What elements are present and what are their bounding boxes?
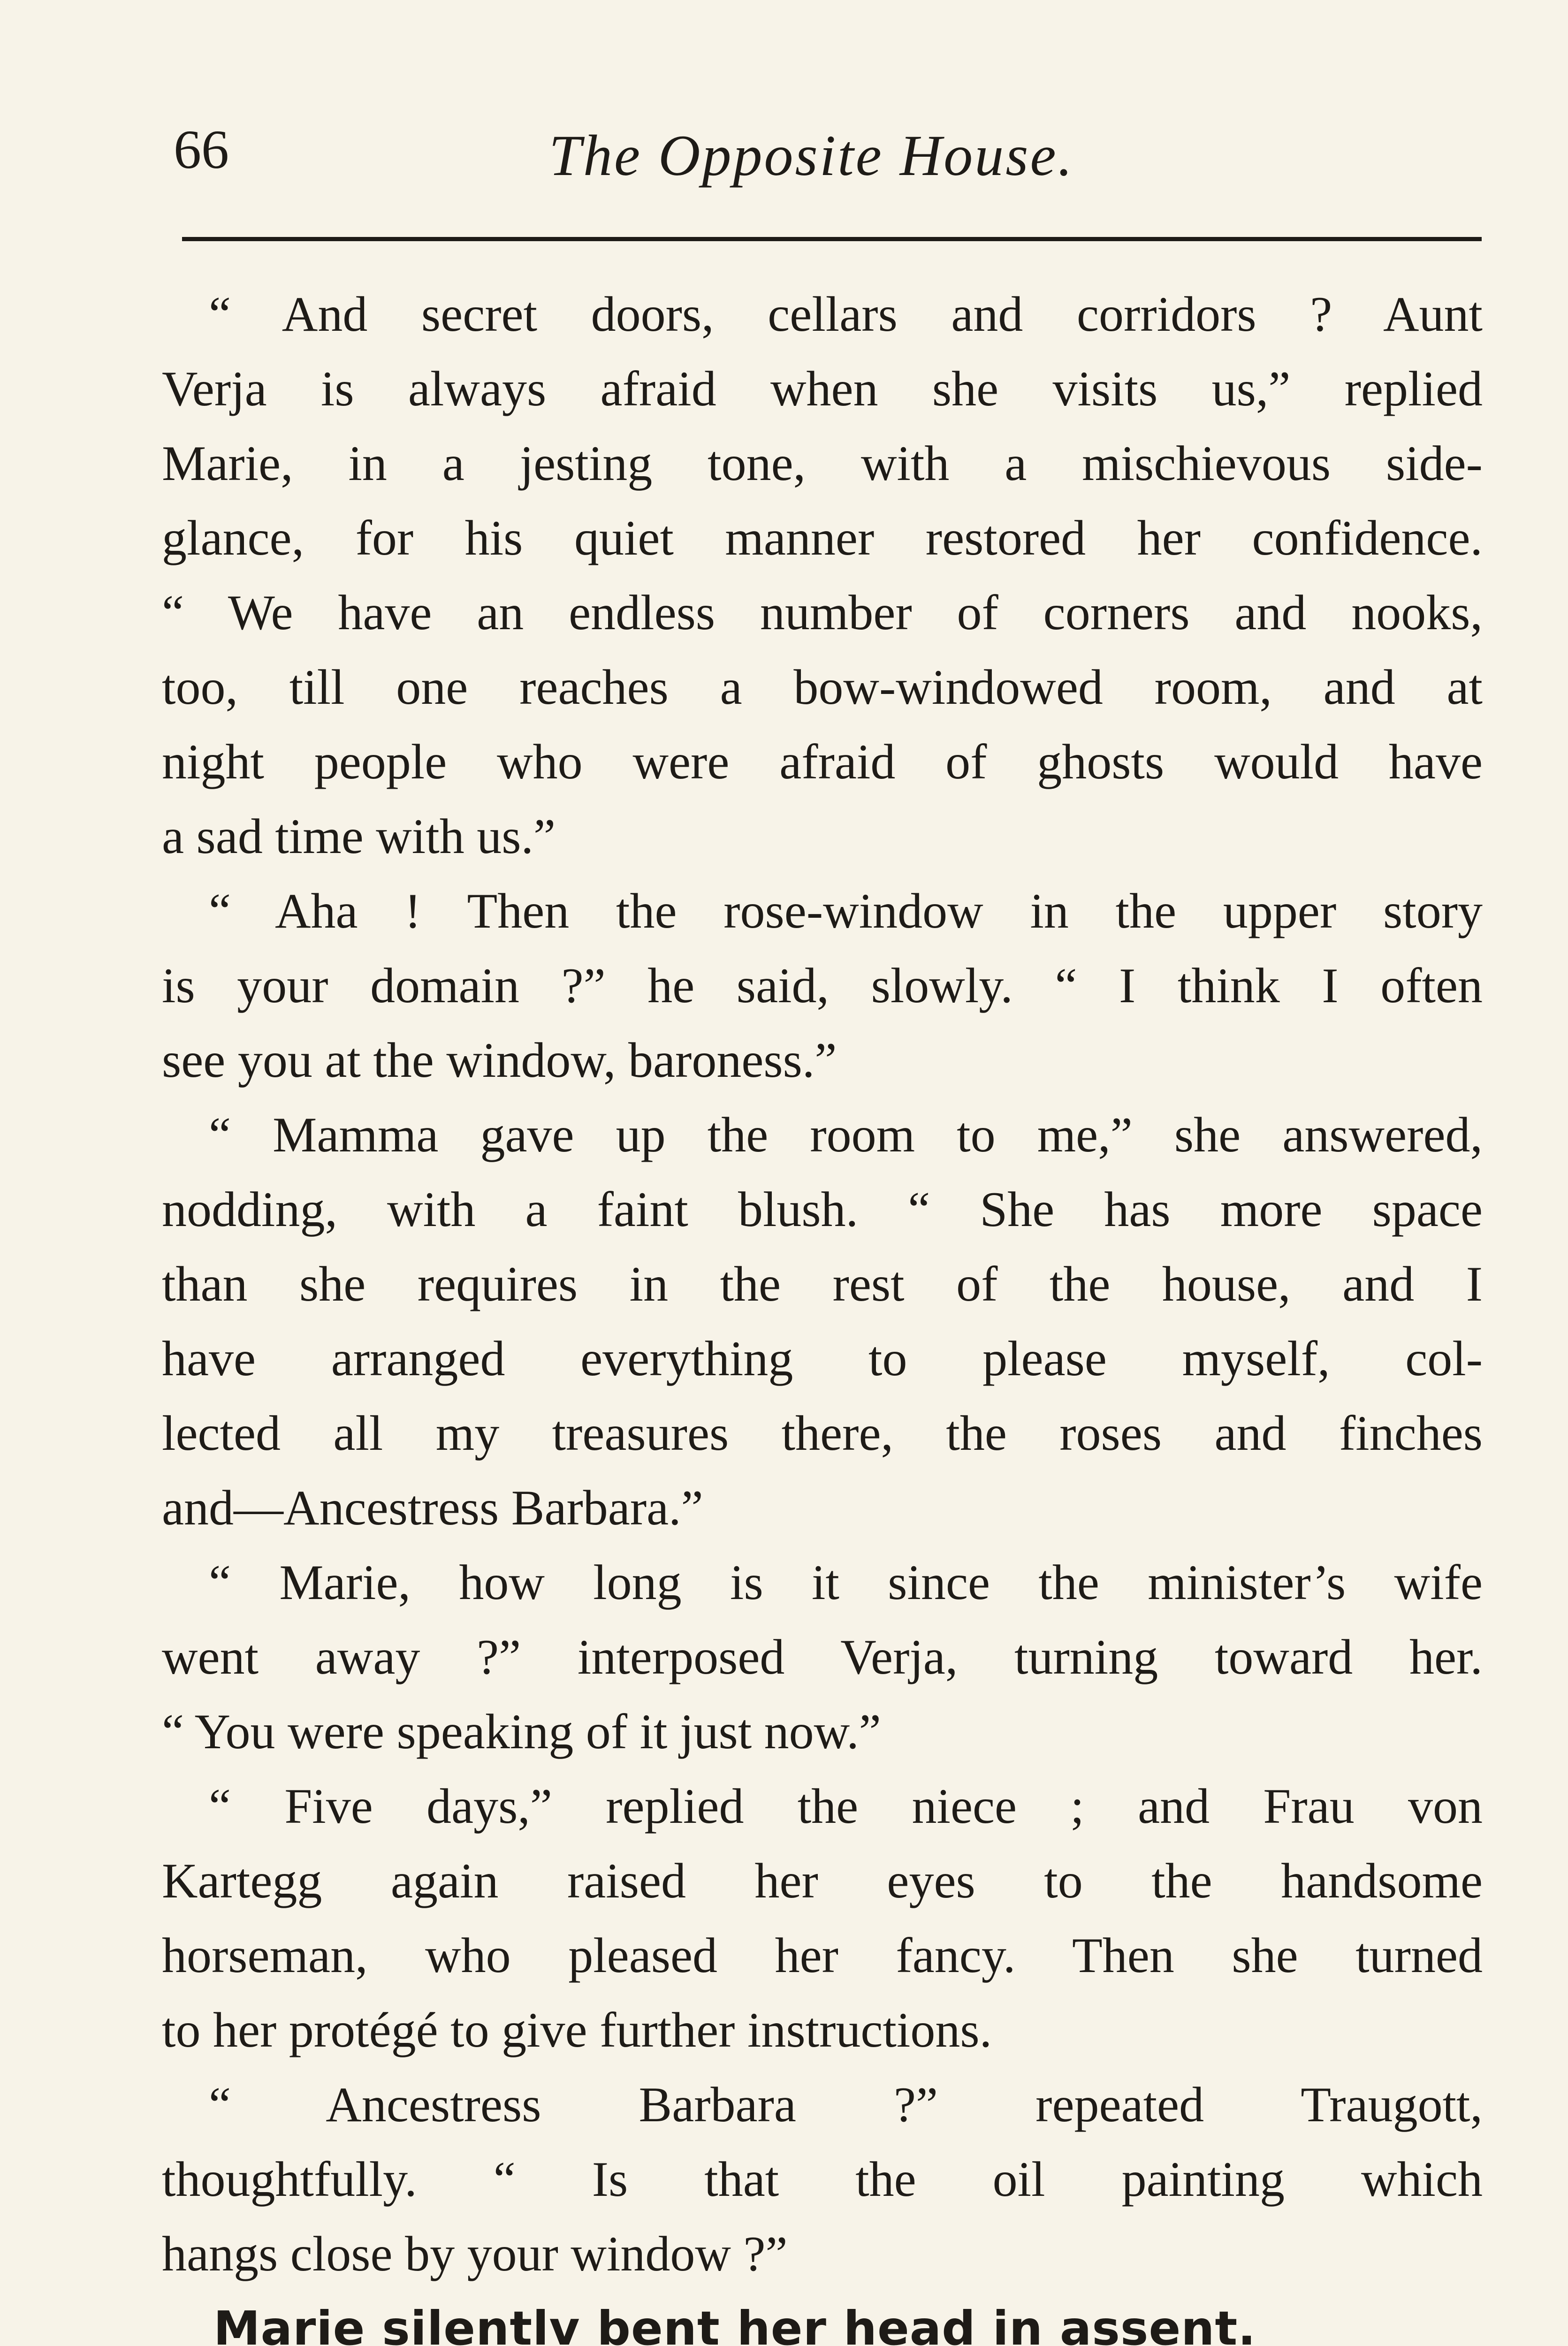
body-text xyxy=(162,277,1483,2346)
text-line: “ And secret doors, cellars and corridors ? Aunt xyxy=(209,287,1483,342)
text-line-last: Marie silentlv bent her head in assent. xyxy=(213,2301,1256,2346)
text-line: hangs close by your window ?” xyxy=(162,2226,788,2281)
text-line: nodding, with a faint blush. “ She has more space xyxy=(162,1182,1483,1237)
page-number: 66 xyxy=(174,119,229,180)
text-line: too, till one reaches a bow-windowed room, and at xyxy=(162,660,1483,715)
text-line: “ We have an endless number of corners and nooks, xyxy=(162,585,1483,640)
text-line: “ Aha ! Then the rose-window in the upper story xyxy=(209,884,1483,938)
text-line: “ Ancestress Barbara ?” repeated Traugott, xyxy=(209,2077,1483,2132)
text-line: “ Five days,” replied the niece ; and Frau von xyxy=(209,1779,1483,1834)
running-title: The Opposite House. xyxy=(549,123,1074,188)
text-line: have arranged everything to please myself, col- xyxy=(162,1331,1483,1386)
text-line: lected all my treasures there, the roses and finches xyxy=(162,1406,1483,1461)
text-line: and—Ancestress Barbara.” xyxy=(162,1480,703,1535)
header-rule xyxy=(182,237,1482,241)
text-line: Verja is always afraid when she visits us,” replied xyxy=(162,361,1483,416)
text-line: is your domain ?” he said, slowly. “ I think I often xyxy=(162,958,1483,1013)
text-line: horseman, who pleased her fancy. Then she turned xyxy=(162,1928,1483,1983)
text-line: Kartegg again raised her eyes to the handsome xyxy=(162,1853,1483,1908)
text-line: than she requires in the rest of the house, and I xyxy=(162,1257,1483,1311)
text-line: night people who were afraid of ghosts would have xyxy=(162,734,1483,789)
text-line: “ Mamma gave up the room to me,” she answered, xyxy=(209,1107,1483,1162)
text-line: went away ?” interposed Verja, turning toward her. xyxy=(162,1630,1483,1684)
text-line: to her protégé to give further instructions. xyxy=(162,2003,992,2057)
text-line: Marie, in a jesting tone, with a mischievous side- xyxy=(162,436,1483,491)
text-line: glance, for his quiet manner restored her confidence. xyxy=(162,510,1483,565)
text-line: “ You were speaking of it just now.” xyxy=(162,1704,881,1759)
text-line: thoughtfully. “ Is that the oil painting which xyxy=(162,2152,1483,2207)
text-line: “ Marie, how long is it since the minister’s wife xyxy=(209,1555,1483,1610)
page-header xyxy=(174,117,1478,202)
text-line: see you at the window, baroness.” xyxy=(162,1033,837,1088)
text-line: a sad time with us.” xyxy=(162,809,556,864)
